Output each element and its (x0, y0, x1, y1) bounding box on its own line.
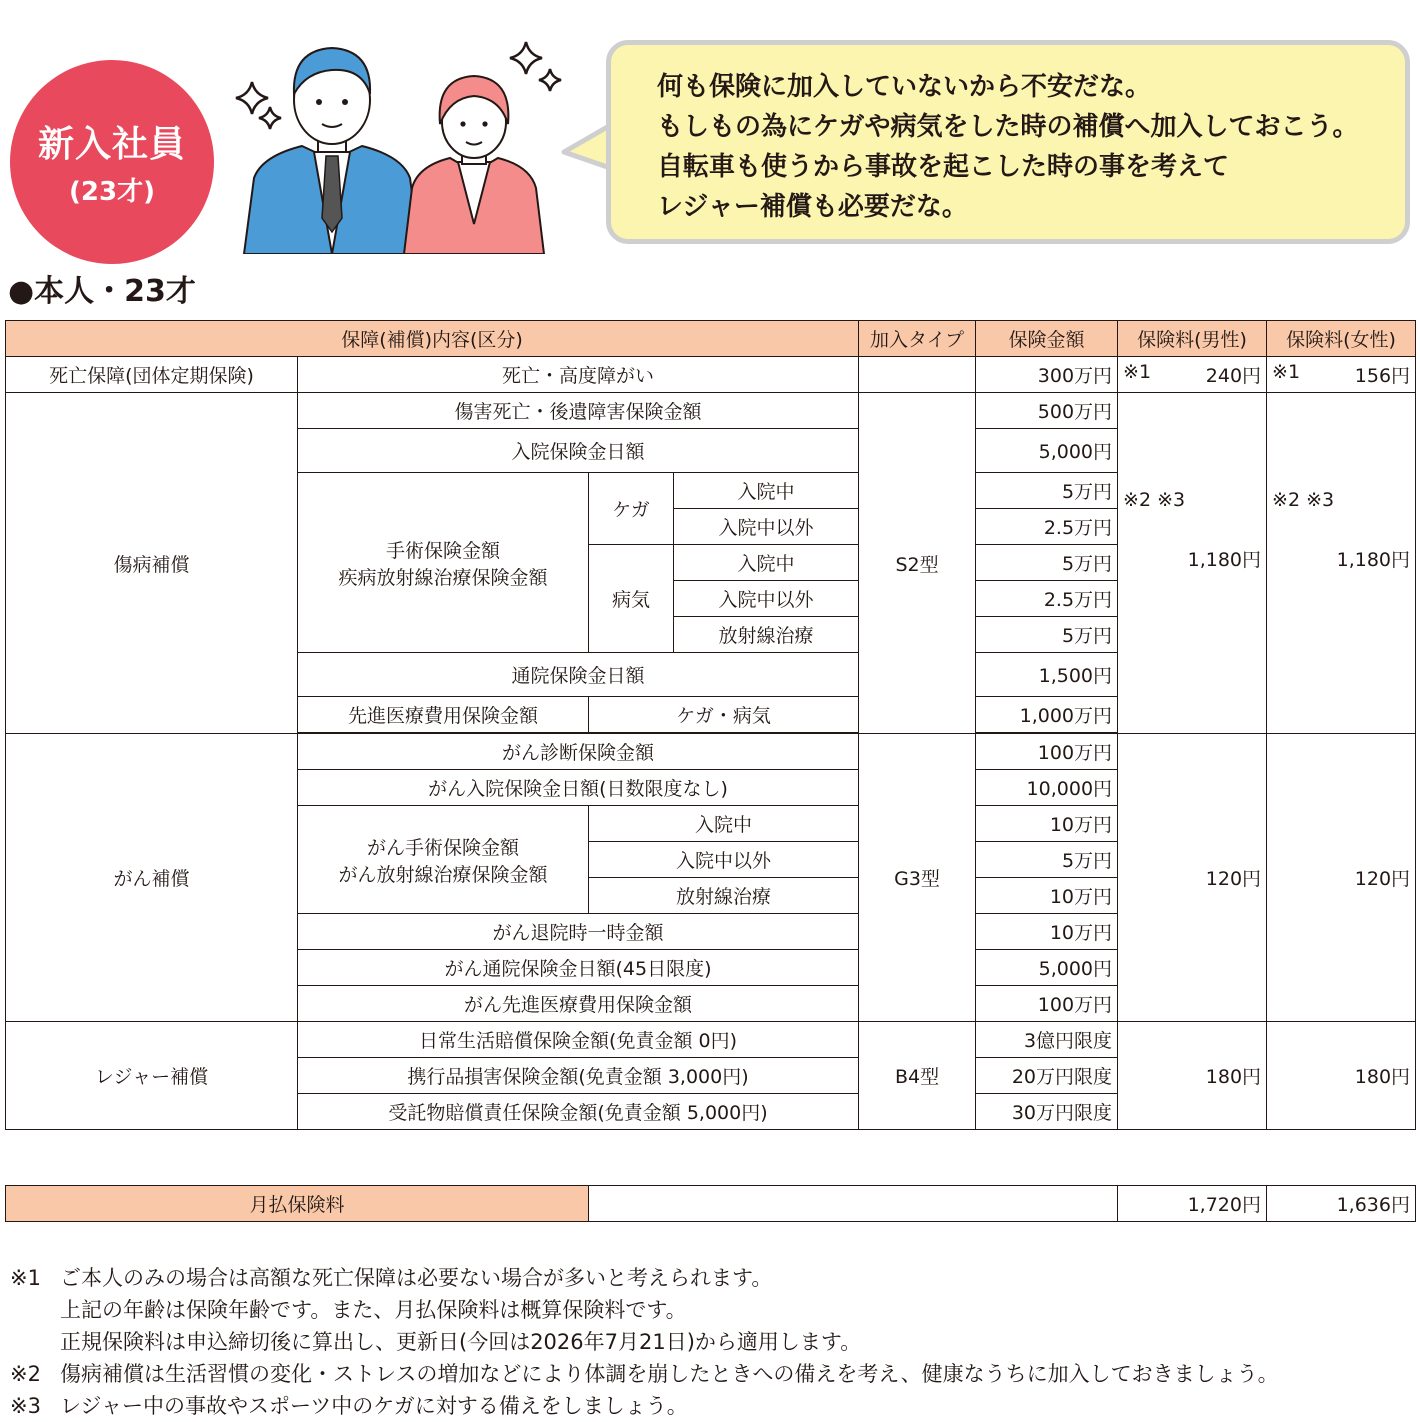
footnote-mark: ※3 (10, 1394, 41, 1418)
sparkle-icon (259, 107, 281, 129)
footnote-text: 傷病補償は生活習慣の変化・ストレスの増加などにより体調を崩したときへの備えを考え、健康なうちに加入しておきましょう。 (60, 1362, 1279, 1386)
monthly-premium-male: 1,720円 (1118, 1186, 1267, 1222)
injury-female-premium (1267, 393, 1416, 734)
leisure-type: B4型 (859, 1022, 976, 1130)
header-type: 加入タイプ (859, 321, 976, 357)
header-male: 保険料(男性) (1118, 321, 1267, 357)
cancer-advanced-amount: 100万円 (976, 986, 1118, 1022)
footnote-2 (10, 1358, 1279, 1390)
injury-death-amount: 500万円 (976, 393, 1118, 429)
section-title: ●本人・23才 (8, 274, 196, 309)
injury-inpatient-label: 入院中 (674, 473, 859, 509)
injury-advanced-amount: 1,000万円 (976, 697, 1118, 733)
header-amount: 保険金額 (976, 321, 1118, 357)
badge-title: 新入社員 (37, 124, 186, 165)
injury-category: 傷病補償 (6, 393, 298, 734)
insurance-table (5, 320, 1416, 1130)
header-content: 保障(補償)内容(区分) (6, 321, 859, 357)
cancer-surgery-label (298, 806, 589, 914)
sparkle-icon (236, 82, 268, 114)
cancer-hospital-amount: 10,000円 (976, 770, 1118, 806)
leisure-female-premium: 180円 (1267, 1022, 1416, 1130)
sparkle-icon (510, 42, 542, 74)
bubble-line: 自転車も使うから事故を起こした時の事を考えて (657, 152, 1230, 182)
woman-figure (404, 76, 544, 254)
surgery-line: 疾病放射線治療保険金額 (338, 566, 548, 589)
footnote-3 (10, 1390, 1279, 1422)
footnotes (10, 1262, 1279, 1422)
surgery-line: 手術保険金額 (385, 539, 500, 562)
bubble-line: 何も保険に加入していないから不安だな。 (657, 72, 1152, 102)
cancer-hospital-item: がん入院保険金日額(日数限度なし) (298, 770, 859, 806)
monthly-premium-blank (589, 1186, 1118, 1222)
cancer-discharge-item: がん退院時一時金額 (298, 914, 859, 950)
footnote-text: 正規保険料は申込締切後に算出し、更新日(今回は2026年7月21日)から適用します。 (60, 1330, 862, 1354)
footnote-text: 上記の年齢は保険年齢です。また、月払保険料は概算保険料です。 (60, 1298, 687, 1322)
injury-surgery-label (298, 473, 589, 653)
injury-advanced-sub: ケガ・病気 (589, 697, 859, 733)
injury-type: S2型 (859, 393, 976, 734)
injury-hospital-amount: 5,000円 (976, 429, 1118, 473)
footnote-text: ご本人のみの場合は高額な死亡保障は必要ない場合が多いと考えられます。 (60, 1266, 773, 1290)
bubble-line: もしもの為にケガや病気をした時の補償へ加入しておこう。 (657, 112, 1359, 142)
note-mark: ※2 ※3 (1272, 489, 1335, 511)
death-category: 死亡保障(団体定期保険) (6, 357, 298, 393)
cancer-visit-amount: 5,000円 (976, 950, 1118, 986)
footnote-1 (10, 1262, 1279, 1294)
cancer-visit-item: がん通院保険金日額(45日限度) (298, 950, 859, 986)
illness-radiation-amount: 5万円 (976, 617, 1118, 653)
death-amount: 300万円 (976, 357, 1118, 393)
note-mark: ※1 (1272, 361, 1301, 383)
illness-outpatient-amount: 2.5万円 (976, 581, 1118, 617)
leisure-liability-amount: 3億円限度 (976, 1022, 1118, 1058)
death-male-premium (1118, 357, 1267, 393)
speech-bubble (606, 40, 1410, 244)
cancer-diagnosis-amount: 100万円 (976, 734, 1118, 770)
surgery-line: がん放射線治療保険金額 (338, 863, 548, 886)
injury-visit-item: 通院保険金日額 (298, 653, 859, 697)
injury-outpatient-label: 入院中以外 (674, 509, 859, 545)
surgery-line: がん手術保険金額 (366, 836, 519, 859)
illness-radiation-label: 放射線治療 (674, 617, 859, 653)
illness-outpatient-label: 入院中以外 (674, 581, 859, 617)
footnote-mark: ※1 (10, 1266, 41, 1290)
cancer-inpatient-label: 入院中 (589, 806, 859, 842)
cancer-radiation-amount: 10万円 (976, 878, 1118, 914)
monthly-premium-table (5, 1185, 1416, 1222)
death-female-premium (1267, 357, 1416, 393)
leisure-belongings-amount: 20万円限度 (976, 1058, 1118, 1094)
note-mark: ※1 (1123, 361, 1152, 383)
death-type (859, 357, 976, 393)
cancer-radiation-label: 放射線治療 (589, 878, 859, 914)
premium-value: 156円 (1354, 365, 1411, 387)
cancer-outpatient-amount: 5万円 (976, 842, 1118, 878)
employees-illustration (222, 28, 567, 254)
man-figure (244, 48, 420, 254)
monthly-premium-label: 月払保険料 (6, 1186, 589, 1222)
footnote-text: レジャー中の事故やスポーツ中のケガに対する備えをしましょう。 (60, 1394, 688, 1418)
leisure-male-premium: 180円 (1118, 1022, 1267, 1130)
injury-male-premium (1118, 393, 1267, 734)
premium-value: 240円 (1205, 365, 1262, 387)
injury-visit-amount: 1,500円 (976, 653, 1118, 697)
cancer-type: G3型 (859, 734, 976, 1022)
leisure-liability-item: 日常生活賠償保険金額(免責金額 0円) (298, 1022, 859, 1058)
new-employee-badge (10, 60, 214, 264)
speech-bubble-text (657, 67, 1358, 227)
injury-hospital-item: 入院保険金日額 (298, 429, 859, 473)
illness-inpatient-label: 入院中 (674, 545, 859, 581)
cancer-advanced-item: がん先進医療費用保険金額 (298, 986, 859, 1022)
leisure-category: レジャー補償 (6, 1022, 298, 1130)
note-mark: ※2 ※3 (1123, 489, 1186, 511)
illness-inpatient-amount: 5万円 (976, 545, 1118, 581)
injury-sub-label: ケガ (589, 473, 674, 545)
cancer-male-premium: 120円 (1118, 734, 1267, 1022)
cancer-category: がん補償 (6, 734, 298, 1022)
premium-value: 1,180円 (1336, 549, 1411, 571)
cancer-inpatient-amount: 10万円 (976, 806, 1118, 842)
premium-value: 1,180円 (1187, 549, 1262, 571)
injury-outpatient-amount: 2.5万円 (976, 509, 1118, 545)
cancer-female-premium: 120円 (1267, 734, 1416, 1022)
sparkle-icon (539, 69, 561, 91)
death-item: 死亡・高度障がい (298, 357, 859, 393)
footnote-mark: ※2 (10, 1362, 41, 1386)
leisure-entrusted-item: 受託物賠償責任保険金額(免責金額 5,000円) (298, 1094, 859, 1130)
injury-inpatient-amount: 5万円 (976, 473, 1118, 509)
bubble-line: レジャー補償も必要だな。 (657, 192, 968, 222)
header-female: 保険料(女性) (1267, 321, 1416, 357)
badge-age: (23才) (69, 177, 155, 207)
cancer-outpatient-label: 入院中以外 (589, 842, 859, 878)
leisure-entrusted-amount: 30万円限度 (976, 1094, 1118, 1130)
cancer-diagnosis-item: がん診断保険金額 (298, 734, 859, 770)
injury-advanced-item: 先進医療費用保険金額 (298, 697, 589, 733)
injury-death-item: 傷害死亡・後遺障害保険金額 (298, 393, 859, 429)
leisure-belongings-item: 携行品損害保険金額(免責金額 3,000円) (298, 1058, 859, 1094)
illness-sub-label: 病気 (589, 545, 674, 653)
monthly-premium-female: 1,636円 (1267, 1186, 1416, 1222)
cancer-discharge-amount: 10万円 (976, 914, 1118, 950)
